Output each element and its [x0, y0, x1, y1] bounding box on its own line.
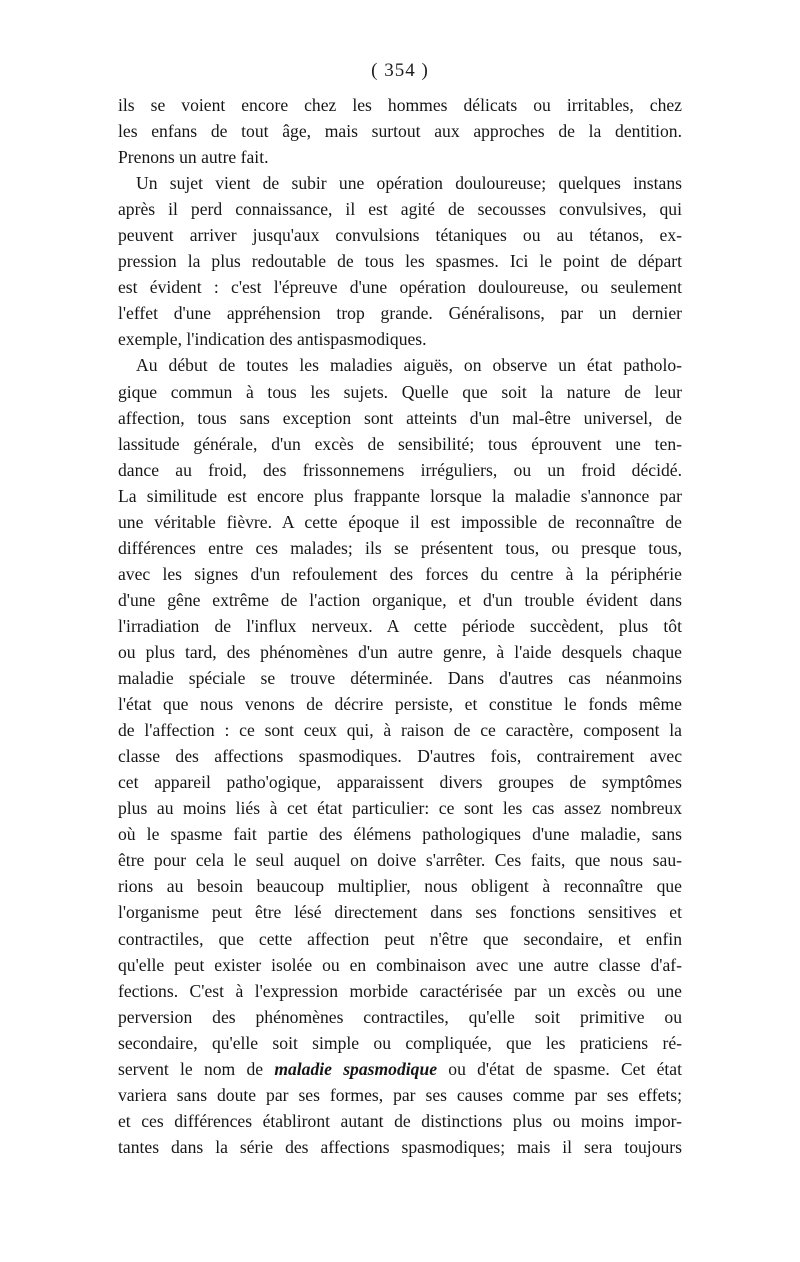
text-line: l'effet d'une appréhension trop grande. Généralisons, par un dernier	[118, 303, 682, 324]
text-line: plus au moins liés à cet état particulier: ce sont les cas assez nombreux	[118, 798, 682, 819]
text-line: peuvent arriver jusqu'aux convulsions tétaniques ou au tétanos, ex-	[118, 225, 682, 246]
text-line: l'état que nous venons de décrire persiste, et constitue le fonds même	[118, 694, 682, 715]
text-line	[118, 1056, 682, 1082]
text-line: Prenons un autre fait.	[118, 147, 269, 168]
text-line: après il perd connaissance, il est agité de secousses convulsives, qui	[118, 199, 682, 220]
text-line: secondaire, qu'elle soit simple ou compliquée, que les praticiens ré-	[118, 1032, 682, 1053]
text-line: une véritable fièvre. A cette époque il est impossible de reconnaître de	[118, 511, 682, 532]
text-line: fections. C'est à l'expression morbide caractérisée par un excès ou une	[118, 980, 682, 1001]
text-segment: ou d'état de spasme. Cet état	[437, 1058, 682, 1079]
text-line: pression la plus redoutable de tous les spasmes. Ici le point de départ	[118, 251, 682, 272]
text-line: et ces différences établiront autant de distinctions plus ou moins impor-	[118, 1110, 682, 1131]
text-line: rions au besoin beaucoup multiplier, nous obligent à reconnaître que	[118, 876, 682, 897]
text-line: où le spasme fait partie des élémens pathologiques d'une maladie, sans	[118, 824, 682, 845]
text-line: maladie spéciale se trouve déterminée. Dans d'autres cas néanmoins	[118, 668, 682, 689]
text-line: l'irradiation de l'influx nerveux. A cette période succèdent, plus tôt	[118, 615, 682, 636]
page-number: ( 354 )	[371, 60, 429, 81]
text-line: ils se voient encore chez les hommes délicats ou irritables, chez	[118, 95, 682, 115]
text-line: d'une gêne extrême de l'action organique, et d'un trouble évident dans	[118, 589, 682, 610]
text-line: avec les signes d'un refoulement des forces du centre à la périphérie	[118, 563, 682, 584]
text-line: affection, tous sans exception sont atteints d'un mal-être universel, de	[118, 407, 682, 428]
text-line: être pour cela le seul auquel on doive s'arrêter. Ces faits, que nous sau-	[118, 850, 682, 871]
text-line: cet appareil patho'ogique, apparaissent divers groupes de symptômes	[118, 772, 682, 793]
text-line: ou plus tard, des phénomènes d'un autre genre, à l'aide desquels chaque	[118, 641, 682, 662]
text-line: qu'elle peut exister isolée ou en combinaison avec une autre classe d'af-	[118, 954, 682, 975]
text-line: classe des affections spasmodiques. D'autres fois, contrairement avec	[118, 746, 682, 767]
text-line: exemple, l'indication des antispasmodiques.	[118, 329, 427, 350]
text-segment: servent le nom de	[118, 1058, 275, 1079]
text-line: les enfans de tout âge, mais surtout aux approches de la dentition.	[118, 121, 682, 142]
text-line: différences entre ces malades; ils se présentent tous, ou presque tous,	[118, 537, 682, 558]
text-line: est évident : c'est l'épreuve d'une opération douloureuse, ou seulement	[118, 277, 682, 298]
text-line: tantes dans la série des affections spasmodiques; mais il sera toujours	[118, 1136, 682, 1157]
emphasized-term: maladie spasmodique	[274, 1058, 438, 1079]
text-line: de l'affection : ce sont ceux qui, à raison de ce caractère, composent la	[118, 720, 682, 741]
text-line: l'organisme peut être lésé directement dans ses fonctions sensitives et	[118, 902, 682, 923]
text-line: lassitude générale, d'un excès de sensibilité; tous éprouvent une ten-	[118, 433, 682, 454]
text-line: dance au froid, des frissonnemens irréguliers, ou un froid décidé.	[118, 459, 682, 480]
text-line: perversion des phénomènes contractiles, qu'elle soit primitive ou	[118, 1006, 682, 1027]
text-line: Au début de toutes les maladies aiguës, on observe un état patholo-	[136, 355, 682, 376]
text-line: La similitude est encore plus frappante lorsque la maladie s'annonce par	[118, 485, 682, 506]
text-line: contractiles, que cette affection peut n'être que secondaire, et enfin	[118, 928, 682, 949]
text-line: gique commun à tous les sujets. Quelle que soit la nature de leur	[118, 381, 682, 402]
text-line: Un sujet vient de subir une opération douloureuse; quelques instans	[136, 173, 682, 194]
text-line: variera sans doute par ses formes, par ses causes comme par ses effets;	[118, 1084, 682, 1105]
body-text	[118, 92, 682, 1160]
